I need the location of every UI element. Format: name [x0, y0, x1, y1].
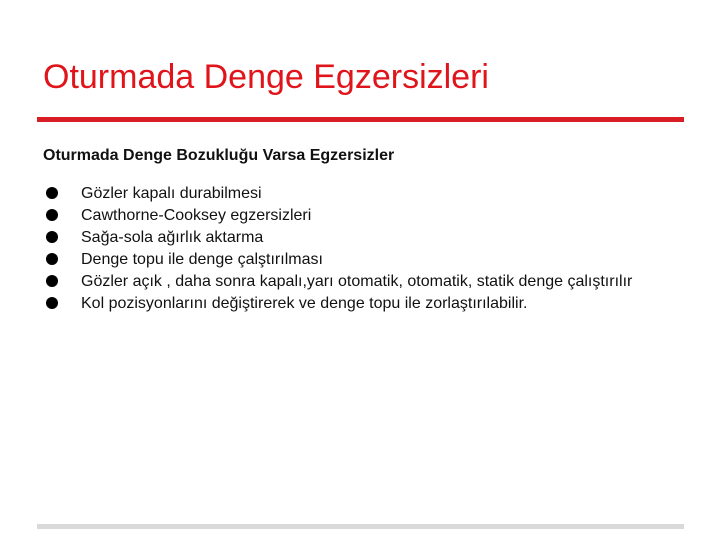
slide-title: Oturmada Denge Egzersizleri — [43, 58, 489, 96]
list-item — [46, 271, 672, 293]
bullet-text: Kol pozisyonlarını değiştirerek ve denge topu ile zorlaştırılabilir. — [81, 295, 528, 312]
list-item — [46, 249, 672, 271]
bullet-icon — [46, 231, 58, 243]
bullet-icon — [46, 275, 58, 287]
bullet-text: Cawthorne-Cooksey egzersizleri — [81, 207, 312, 224]
footer-divider — [37, 524, 684, 529]
list-item — [46, 183, 672, 205]
bullet-icon — [46, 209, 58, 221]
list-item — [46, 205, 672, 227]
bullet-text: Sağa-sola ağırlık aktarma — [81, 229, 264, 246]
bullet-icon — [46, 253, 58, 265]
bullet-icon — [46, 297, 58, 309]
title-divider — [37, 117, 684, 122]
bullet-text: Gözler açık , daha sonra kapalı,yarı otomatik, otomatik, statik denge çalıştırılır — [81, 273, 633, 290]
bullet-list — [46, 183, 672, 315]
bullet-text: Denge topu ile denge çalştırılması — [81, 251, 323, 268]
list-item — [46, 293, 672, 315]
bullet-icon — [46, 187, 58, 199]
section-subtitle: Oturmada Denge Bozukluğu Varsa Egzersizler — [43, 147, 395, 164]
bullet-text: Gözler kapalı durabilmesi — [81, 185, 262, 202]
list-item — [46, 227, 672, 249]
